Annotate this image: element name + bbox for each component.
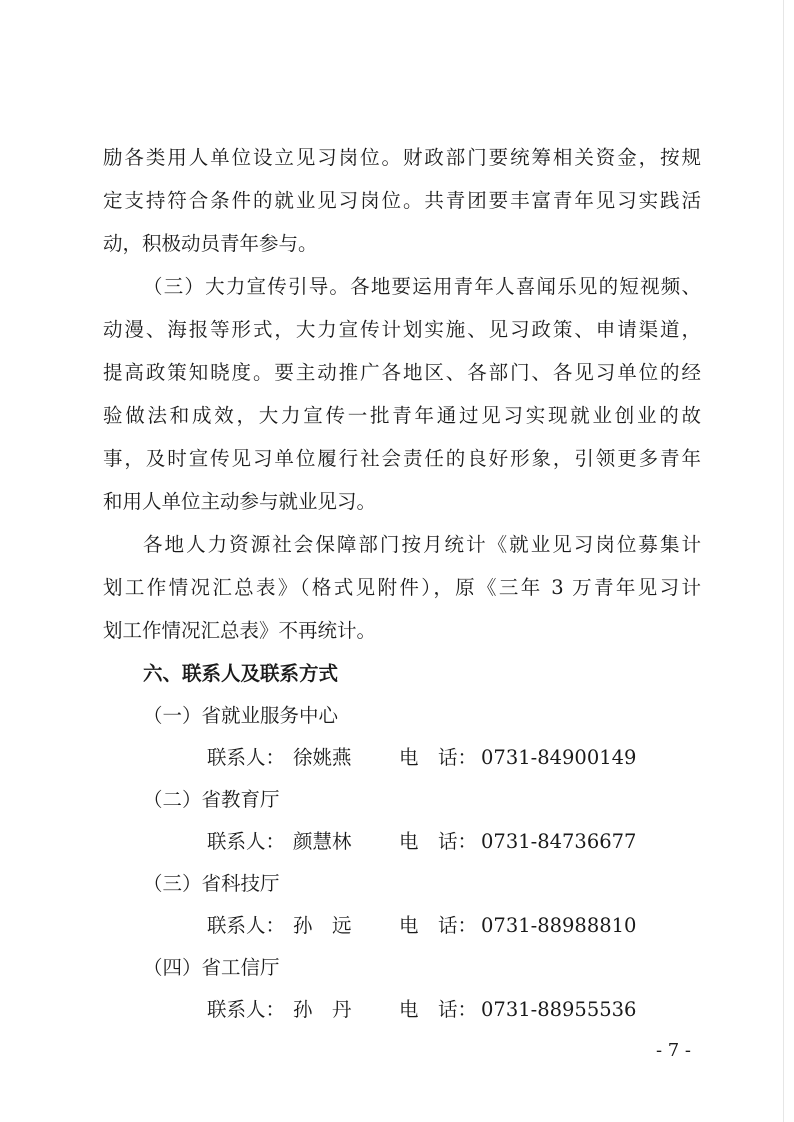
contact-phone: 0731-88988810 [481, 914, 637, 937]
paragraph-line: 各地人力资源社会保障部门按月统计《就业见习岗位募集计 [143, 533, 701, 556]
contact-org: （二）省教育厅 [143, 788, 280, 811]
contact-phone-label: 电 话： [399, 998, 478, 1021]
paragraph-line: 定支持符合条件的就业见习岗位。共青团要丰富青年见习实践活 [103, 189, 701, 212]
paragraph-line: （三）大力宣传引导。各地要运用青年人喜闻乐见的短视频、 [143, 275, 701, 298]
contact-phone-label: 电 话： [399, 914, 478, 937]
paragraph-line: 动，积极动员青年参与。 [103, 232, 318, 255]
section-heading: 六、联系人及联系方式 [143, 662, 339, 685]
scan-edge-line [783, 0, 784, 1122]
contact-phone-label: 电 话： [399, 746, 478, 769]
paragraph-line: 励各类用人单位设立见习岗位。财政部门要统筹相关资金，按规 [103, 146, 701, 169]
contact-org: （四）省工信厅 [143, 956, 280, 979]
paragraph-line: 划工作情况汇总表》（格式见附件），原《三年 3 万青年见习计 [103, 576, 701, 599]
paragraph-line: 和用人单位主动参与就业见习。 [103, 490, 377, 513]
contact-person-label: 联系人： [207, 746, 286, 769]
paragraph-line: 验做法和成效，大力宣传一批青年通过见习实现就业创业的故 [103, 404, 701, 427]
contact-org: （一）省就业服务中心 [143, 704, 339, 727]
contact-phone: 0731-84900149 [481, 746, 637, 769]
contact-phone: 0731-84736677 [481, 830, 637, 853]
paragraph-line: 划工作情况汇总表》不再统计。 [103, 619, 377, 642]
contact-org: （三）省科技厅 [143, 872, 280, 895]
contact-person-label: 联系人： [207, 914, 286, 937]
contact-person: 孙 丹 [293, 998, 352, 1021]
contact-person: 孙 远 [293, 914, 352, 937]
contact-person-label: 联系人： [207, 830, 286, 853]
contact-phone-label: 电 话： [399, 830, 478, 853]
contact-phone: 0731-88955536 [481, 998, 637, 1021]
contact-person-label: 联系人： [207, 998, 286, 1021]
paragraph-line: 事，及时宣传见习单位履行社会责任的良好形象，引领更多青年 [103, 447, 701, 470]
paragraph-line: 提高政策知晓度。要主动推广各地区、各部门、各见习单位的经 [103, 361, 701, 384]
contact-person: 徐姚燕 [293, 746, 352, 769]
page-number: - 7 - [655, 1040, 691, 1061]
contact-person: 颜慧林 [293, 830, 352, 853]
paragraph-line: 动漫、海报等形式，大力宣传计划实施、见习政策、申请渠道， [103, 318, 701, 341]
